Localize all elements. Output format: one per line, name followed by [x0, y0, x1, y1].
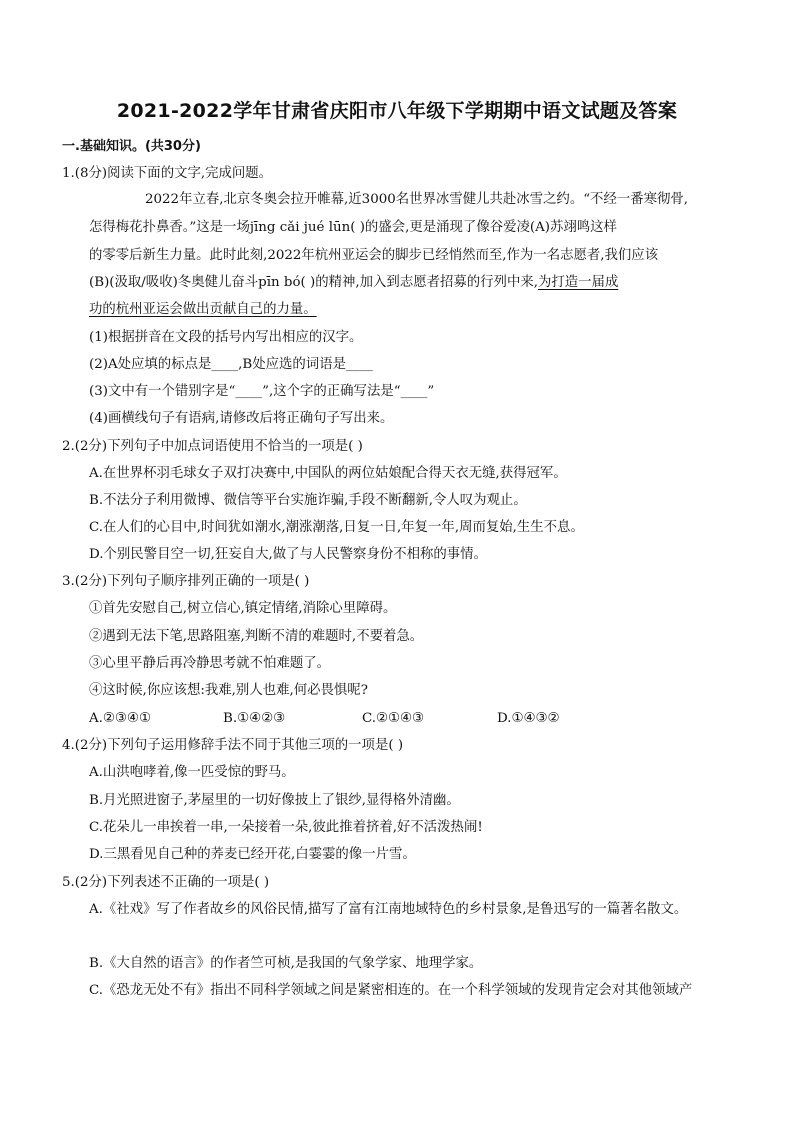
q3-item-1: ①首先安慰自己,树立信心,镇定情绪,消除心里障碍。	[89, 601, 397, 616]
q5-option-c: C.《恐龙无处不有》指出不同科学领域之间是紧密相连的。在一个科学领域的发现肯定会对其他领域产	[89, 983, 693, 998]
q1-sub-2: (2)A处应填的标点是____,B处应选的词语是____	[89, 357, 373, 372]
q1-sub-3: (3)文中有一个错别字是“____”,这个字的正确写法是“____”	[89, 384, 435, 399]
q4-option-a: A.山洪咆哮着,像一匹受惊的野马。	[89, 765, 295, 780]
q4-option-d: D.三黑看见自己种的荞麦已经开花,白霎霎的像一片雪。	[89, 847, 416, 862]
q3-item-3: ③心里平静后再冷静思考就不怕难题了。	[89, 656, 331, 671]
q3-item-2: ②遇到无法下笔,思路阻塞,判断不清的难题时,不要着急。	[89, 629, 424, 644]
q3-option-a: A.②③④①	[89, 711, 151, 726]
q2-option-b: B.不法分子利用微博、微信等平台实施诈骗,手段不断翻新,令人叹为观止。	[89, 493, 527, 508]
q3-option-b: B.①④②③	[223, 711, 286, 726]
q3-option-c: C.②①④③	[362, 711, 425, 726]
q2-stem: 2.(2分)下列句子中加点词语使用不恰当的一项是( )	[62, 439, 363, 454]
q5-stem: 5.(2分)下列表述不正确的一项是( )	[62, 875, 270, 890]
q4-option-b: B.月光照进窗子,茅屋里的一切好像披上了银纱,显得格外清幽。	[89, 793, 460, 808]
q2-option-c: C.在人们的心目中,时间犹如潮水,潮涨潮落,日复一日,年复一年,周而复始,生生不息。	[89, 520, 584, 535]
q2-option-d: D.个别民警目空一切,狂妄自大,做了与人民警察身份不相称的事情。	[89, 547, 487, 562]
q1-passage-line-3: 的零零后新生力量。此时此刻,2022年杭州亚运会的脚步已经悄然而至,作为一名志愿者,我们应该	[89, 248, 659, 263]
section-heading: 一.基础知识。(共30分)	[62, 139, 201, 154]
q2-option-a: A.在世界杯羽毛球女子双打决赛中,中国队的两位姑娘配合得天衣无缝,获得冠军。	[89, 466, 567, 481]
q3-option-d: D.①④③②	[497, 711, 560, 726]
q1-sub-4: (4)画横线句子有语病,请修改后将正确句子写出来。	[89, 411, 394, 426]
q5-option-a: A.《社戏》写了作者故乡的风俗民情,描写了富有江南地域特色的乡村景象,是鲁迅写的一篇著名散文。	[89, 902, 688, 917]
q5-option-b: B.《大自然的语言》的作者竺可桢,是我国的气象学家、地理学家。	[89, 956, 483, 971]
q1-stem: 1.(8分)阅读下面的文字,完成问题。	[62, 166, 273, 181]
q1-passage-line-2: 怎得梅花扑鼻香。”这是一场jīng cǎi jué lūn( )的盛会,更是涌现了像谷爱凌(A)苏翊鸣这样	[89, 220, 617, 235]
q4-option-c: C.花朵儿一串挨着一串,一朵接着一朵,彼此推着挤着,好不活泼热闹!	[89, 820, 483, 835]
q1-underlined-sentence-end: 功的杭州亚运会做出贡献自己的力量。	[89, 302, 317, 317]
q1-sub-1: (1)根据拼音在文段的括号内写出相应的汉字。	[89, 330, 363, 345]
q3-item-4: ④这时候,你应该想:我难,别人也难,何必畏惧呢?	[89, 683, 368, 698]
q1-passage-line-1: 2022年立春,北京冬奥会拉开帷幕,近3000名世界冰雪健儿共赴冰雪之约。“不经一番寒彻骨,	[145, 192, 689, 207]
q4-stem: 4.(2分)下列句子运用修辞手法不同于其他三项的一项是( )	[62, 738, 404, 753]
q1-underlined-sentence-start: 为打造一届成	[538, 275, 619, 290]
q3-stem: 3.(2分)下列句子顺序排列正确的一项是( )	[62, 574, 310, 589]
q1-passage-line-4-text: (B)(汲取/吸收)冬奥健儿奋斗pīn bó( )的精神,加入到志愿者招募的行列中来,	[89, 275, 538, 290]
document-title: 2021-2022学年甘肃省庆阳市八年级下学期期中语文试题及答案	[116, 100, 678, 122]
q1-passage-line-4	[89, 273, 618, 293]
